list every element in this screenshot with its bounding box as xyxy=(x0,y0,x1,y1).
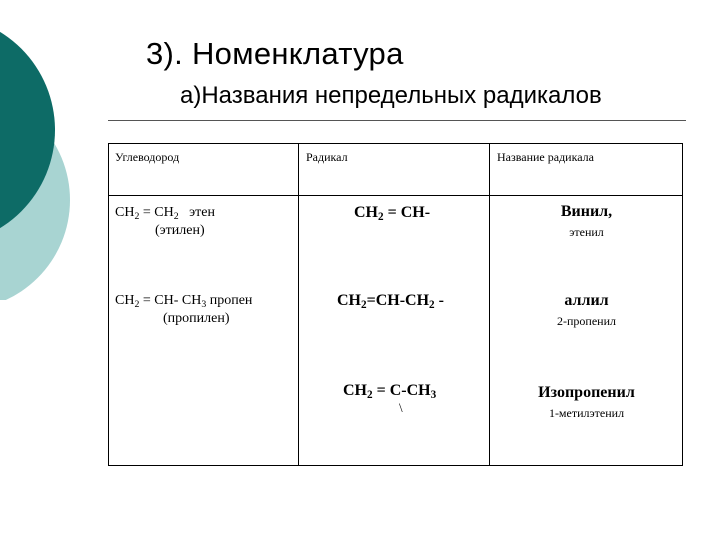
hydrocarbon-ethene: $CH_2 = CH_2$ этен (этилен) xyxy=(115,205,215,238)
slide-subtitle: а)Названия непредельных радикалов xyxy=(180,82,602,109)
name-isopropenyl: Изопропенил 1-метилэтенил xyxy=(538,384,635,420)
name-vinyl: Винил, этенил xyxy=(560,203,613,239)
slide-title: 3). Номенклатура xyxy=(146,36,404,71)
decorative-circles xyxy=(0,0,110,300)
header-radical-name: Название радикала xyxy=(497,150,594,164)
header-hydrocarbon: Углеводород xyxy=(115,150,180,164)
name-allyl: аллил 2-пропенил xyxy=(557,292,616,328)
radicals-table xyxy=(108,143,683,466)
header-radical: Радикал xyxy=(306,150,348,164)
title-divider xyxy=(108,120,686,121)
radical-allyl: $CH_2=CH-CH_2$ - xyxy=(337,292,444,311)
column-divider xyxy=(298,144,299,465)
radical-vinyl: $CH_2 = CH-$ xyxy=(354,204,431,223)
hydrocarbon-propene: $CH_2 = CH-$ $CH_3$ пропен (пропилен) xyxy=(115,293,253,326)
radical-isopropenyl: $CH_2 = C-CH_3$ \ xyxy=(343,382,437,415)
header-divider xyxy=(109,195,682,196)
